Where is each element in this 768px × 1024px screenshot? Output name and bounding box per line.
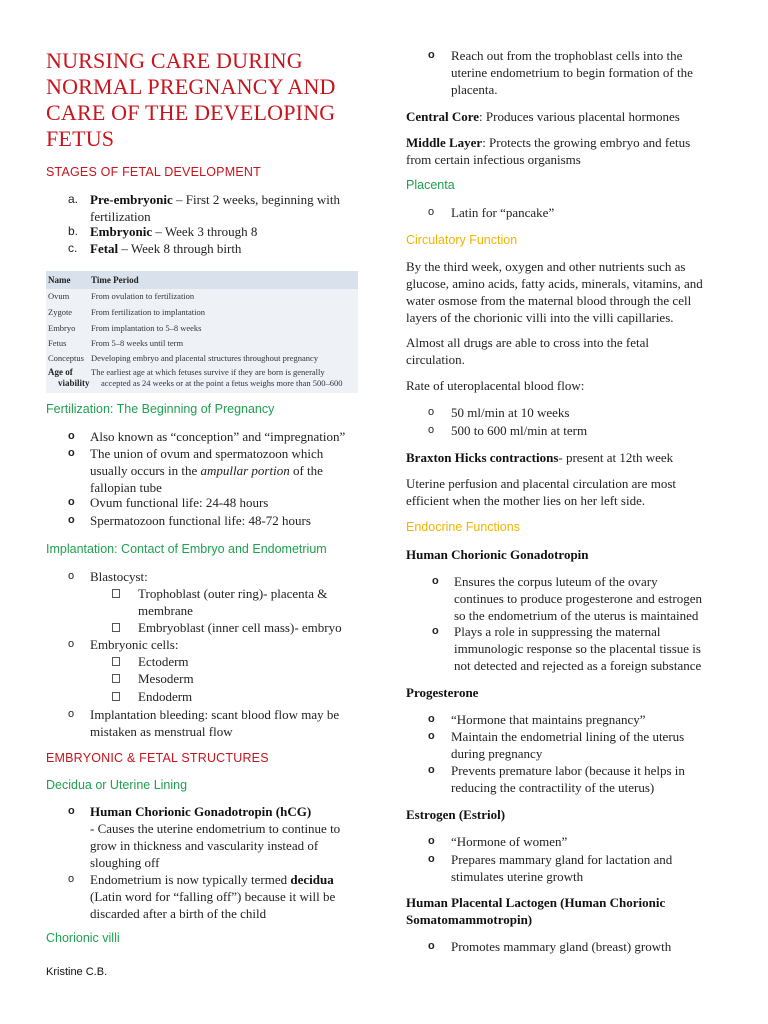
table-cell-name: Ovum [48, 291, 70, 301]
central-core-paragraph [406, 108, 726, 125]
list-item-term: decidua [290, 872, 334, 887]
list-item-text: Prevents premature labor (because it helps in [451, 763, 685, 778]
bullet-icon: o [68, 430, 75, 442]
list-item [68, 803, 368, 871]
list-item-text: Mesoderm [138, 671, 194, 686]
paragraph-term: Middle Layer [406, 135, 483, 150]
rate-paragraph: Rate of uteroplacental blood flow: [406, 378, 585, 393]
list-item [68, 445, 368, 496]
list-item-text: Maintain the endometrial lining of the uterus [451, 729, 685, 744]
list-item [68, 568, 368, 585]
list-item-text: usually occurs in the [90, 463, 201, 478]
square-bullet-icon [112, 657, 120, 666]
list-item [68, 636, 368, 653]
list-item-text: 50 ml/min at 10 weeks [451, 405, 570, 420]
list-item-text: placenta. [451, 82, 498, 97]
list-item [68, 706, 368, 740]
stage-item [68, 240, 368, 257]
bullet-icon: o [428, 835, 435, 847]
bullet-icon: o [68, 496, 75, 508]
development-periods-table [46, 271, 358, 393]
stage-desc: – Week 8 through birth [118, 241, 242, 256]
list-item [428, 762, 728, 796]
bullet-icon: o [428, 406, 435, 418]
bullet-icon: o [428, 424, 435, 436]
square-bullet-icon [112, 674, 120, 683]
list-item-text: “Hormone of women” [451, 834, 568, 849]
paragraph-text: glucose, amino acids, fatty acids, minerals, vitamins, and [406, 276, 703, 291]
bullet-icon: o [428, 713, 435, 725]
title-line: CARE OF THE DEVELOPING [46, 100, 336, 125]
bullet-icon: o [428, 764, 435, 776]
table-cell-period: From fertilization to implantation [91, 307, 206, 317]
list-letter: b. [68, 224, 79, 238]
hcg-heading: Human Chorionic Gonadotropin [406, 547, 589, 562]
bullet-icon: o [432, 625, 439, 637]
list-item-text: Promotes mammary gland (breast) growth [451, 939, 672, 954]
list-item [432, 573, 732, 624]
list-item-text: “Hormone that maintains pregnancy” [451, 712, 646, 727]
list-item-text: Ovum functional life: 24-48 hours [90, 495, 269, 510]
stage-term: Fetal [90, 241, 119, 256]
paragraph-text: from certain infectious organisms [406, 152, 581, 167]
list-item-text: reducing the contractility of the uterus) [451, 780, 655, 795]
circulatory-paragraph [406, 258, 736, 326]
chorionic-villi-heading: Chorionic villi [46, 931, 120, 945]
heading-line: Somatomammotropin) [406, 912, 533, 927]
bullet-icon: o [428, 940, 435, 952]
paragraph-text: By the third week, oxygen and other nutrients such as [406, 259, 686, 274]
paragraph-text: layers of the chorionic villi into the villi capillaries. [406, 310, 674, 325]
hpl-heading [406, 894, 736, 928]
list-item-text: Ensures the corpus luteum of the ovary [454, 574, 658, 589]
stage-term: Pre-embryonic [90, 192, 173, 207]
list-item [428, 204, 728, 221]
list-item [432, 623, 732, 674]
square-bullet-icon [112, 589, 120, 598]
table-cell-period: From implantation to 5–8 weeks [91, 323, 202, 333]
list-item-text: Embryoblast (inner cell mass)- embryo [138, 620, 342, 635]
heading-line: Human Placental Lactogen (Human Chorionic [406, 895, 666, 910]
emphasis-text: ampullar portion [200, 463, 290, 478]
sub-list-item [112, 619, 372, 636]
paragraph-term: Braxton Hicks contractions [406, 450, 559, 465]
list-item-text: uterine endometrium to begin formation of the [451, 65, 693, 80]
list-item [68, 494, 368, 511]
list-item-text: Blastocyst: [90, 569, 148, 584]
list-item-text: Spermatozoon functional life: 48-72 hours [90, 513, 311, 528]
list-item-text: 500 to 600 ml/min at term [451, 423, 588, 438]
bullet-icon: o [68, 708, 75, 720]
title-line: FETUS [46, 126, 115, 151]
paragraph-text: : Protects the growing embryo and fetus [482, 135, 691, 150]
list-item [68, 871, 368, 922]
list-item-text: of the [289, 463, 323, 478]
document-title [46, 48, 366, 152]
list-item-text: sloughing off [90, 855, 160, 870]
bullet-icon: o [68, 638, 75, 650]
sub-list-item [112, 670, 372, 687]
list-item-text: Embryonic cells: [90, 637, 179, 652]
bullet-icon: o [432, 575, 439, 587]
author-footer: Kristine C.B. [46, 966, 108, 978]
table-cell-name: Embryo [48, 323, 76, 333]
list-item-text: Latin for “pancake” [451, 205, 555, 220]
list-item-term: Human Chorionic Gonadotropin (hCG) [90, 804, 312, 819]
braxton-hicks-paragraph [406, 449, 726, 466]
square-bullet-icon [112, 692, 120, 701]
structures-heading: EMBRYONIC & FETAL STRUCTURES [46, 751, 269, 765]
paragraph-text: Uterine perfusion and placental circulation are most [406, 476, 677, 491]
list-item [428, 938, 728, 955]
bullet-icon: o [428, 730, 435, 742]
decidua-heading: Decidua or Uterine Lining [46, 778, 188, 792]
paragraph-text: - present at 12th week [558, 450, 674, 465]
table-header-period: Time Period [91, 275, 139, 285]
bullet-icon: o [68, 805, 75, 817]
paragraph-term: Central Core [406, 109, 480, 124]
list-item-text: membrane [138, 603, 193, 618]
paragraph-text: circulation. [406, 352, 465, 367]
paragraph-text: : Produces various placental hormones [479, 109, 680, 124]
list-letter: a. [68, 192, 79, 206]
list-item [428, 404, 728, 421]
paragraph-text: efficient when the mother lies on her left side. [406, 493, 646, 508]
list-item-text: so the endometrium of the uterus is maintained [454, 608, 699, 623]
list-item-text: immunologic response so the placental tissue is [454, 641, 701, 656]
list-item-text: (Latin word for “falling off”) because it will be [90, 889, 336, 904]
list-item [428, 851, 728, 885]
endocrine-heading: Endocrine Functions [406, 520, 520, 534]
stage-item [68, 223, 368, 240]
list-letter: c. [68, 241, 78, 255]
list-item-text: Endometrium is now typically termed [90, 872, 291, 887]
title-line: NORMAL PREGNANCY AND [46, 74, 336, 99]
progesterone-heading: Progesterone [406, 685, 479, 700]
bullet-icon: o [68, 447, 75, 459]
table-cell-name: Fetus [48, 338, 67, 348]
table-cell-period: Developing embryo and placental structures throughout pregnancy [91, 353, 319, 363]
list-item-text: Plays a role in suppressing the maternal [454, 624, 661, 639]
table-cell-name: Zygote [48, 307, 73, 317]
bullet-icon: o [68, 873, 75, 885]
middle-layer-paragraph [406, 134, 726, 168]
stages-heading: STAGES OF FETAL DEVELOPMENT [46, 165, 261, 179]
bullet-icon: o [428, 206, 435, 218]
bullet-icon: o [68, 514, 75, 526]
implantation-heading: Implantation: Contact of Embryo and Endometrium [46, 542, 327, 556]
table-cell-period: From 5–8 weeks until term [91, 338, 184, 348]
list-item-text: fallopian tube [90, 480, 162, 495]
list-item-text: Implantation bleeding: scant blood flow may be [90, 707, 340, 722]
bullet-icon: o [428, 49, 435, 61]
perfusion-paragraph [406, 475, 736, 509]
list-item [428, 833, 728, 850]
list-item-text: Endoderm [138, 689, 193, 704]
stage-item [68, 191, 368, 225]
placenta-heading: Placenta [406, 178, 455, 192]
circulatory-heading: Circulatory Function [406, 233, 518, 247]
drugs-paragraph [406, 334, 726, 368]
list-item-text: grow in thickness and vascularity instead of [90, 838, 319, 853]
list-item-text: continues to produce progesterone and estrogen [454, 591, 703, 606]
sub-list-item [112, 585, 372, 619]
list-item [428, 711, 728, 728]
list-item-text: The union of ovum and spermatozoon which [90, 446, 324, 461]
list-item-text: not detected and rejected as a foreign substance [454, 658, 702, 673]
stage-desc: fertilization [90, 209, 151, 224]
table-cell-name: Age of [48, 367, 73, 377]
table-cell-period: From ovulation to fertilization [91, 291, 195, 301]
title-line: NURSING CARE DURING [46, 48, 303, 73]
list-item [428, 422, 728, 439]
stage-term: Embryonic [90, 224, 153, 239]
stage-desc: – Week 3 through 8 [152, 224, 258, 239]
table-header-name: Name [48, 275, 71, 285]
paragraph-text: water osmose from the maternal blood through the cell [406, 293, 692, 308]
paragraph-text: Almost all drugs are able to cross into the fetal [406, 335, 649, 350]
estrogen-heading: Estrogen (Estriol) [406, 807, 506, 822]
list-item-text: discarded after a birth of the child [90, 906, 267, 921]
list-item [428, 728, 728, 762]
sub-list-item [112, 688, 372, 705]
table-cell-name: viability [58, 378, 90, 388]
fertilization-heading: Fertilization: The Beginning of Pregnancy [46, 402, 275, 416]
table-cell-name: Conceptus [48, 353, 84, 363]
table-cell-period: The earliest age at which fetuses survive if they are born is generally [91, 367, 325, 377]
list-item [68, 428, 368, 445]
bullet-icon: o [68, 570, 75, 582]
list-item-text: Also known as “conception” and “impregnation” [90, 429, 346, 444]
list-item-text: mistaken as menstrual flow [90, 724, 233, 739]
list-item-text: during pregnancy [451, 746, 543, 761]
sub-list-item [112, 653, 372, 670]
list-item-text: stimulates uterine growth [451, 869, 584, 884]
list-item-text: Prepares mammary gland for lactation and [451, 852, 673, 867]
list-item [68, 512, 368, 529]
list-item-text: Reach out from the trophoblast cells into the [451, 48, 683, 63]
table-cell-period: accepted as 24 weeks or at the point a fetus weighs more than 500–600 [101, 378, 343, 388]
bullet-icon: o [428, 853, 435, 865]
list-item-text: Trophoblast (outer ring)- placenta & [138, 586, 328, 601]
list-item-text: - Causes the uterine endometrium to continue to [90, 821, 341, 836]
list-item [428, 47, 728, 98]
stage-desc: – First 2 weeks, beginning with [172, 192, 340, 207]
list-item-text: Ectoderm [138, 654, 189, 669]
square-bullet-icon [112, 623, 120, 632]
